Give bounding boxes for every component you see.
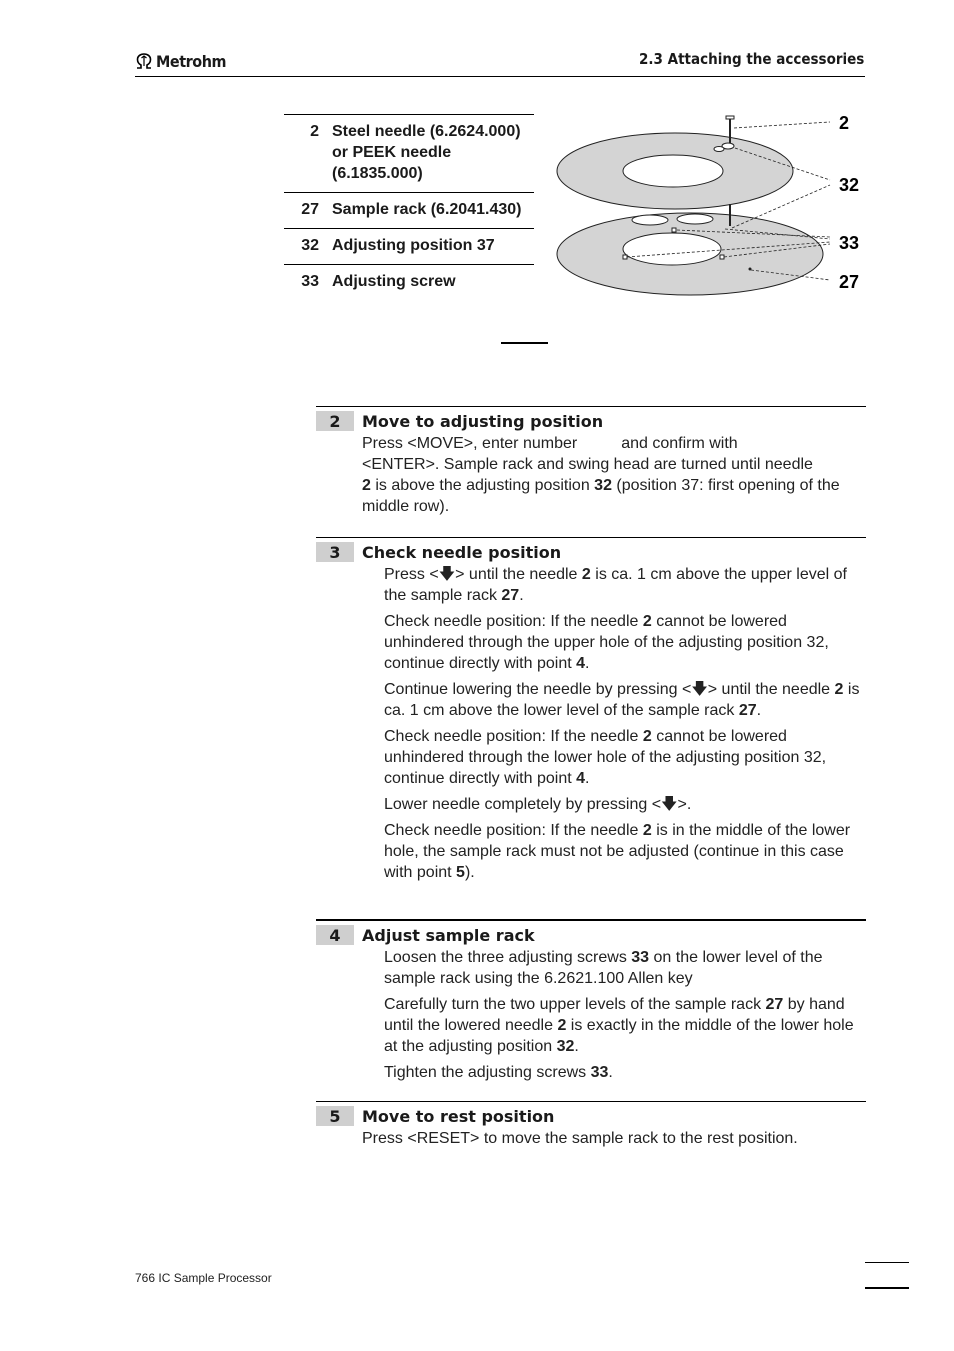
paragraph: Check needle position: If the needle 2 is in the middle of the lower hole, the sample rack must not be adjusted (continue in this case with point 5). xyxy=(384,822,851,881)
footer-product: 766 IC Sample Processor xyxy=(135,1271,272,1285)
text: (position 37: first opening of the middle row). xyxy=(362,477,840,515)
header-divider xyxy=(135,76,865,77)
page-rule xyxy=(865,1262,909,1263)
paragraph: Tighten the adjusting screws 33. xyxy=(384,1064,613,1081)
callout-27: 27 xyxy=(839,272,860,292)
step-number: 4 xyxy=(316,925,354,945)
step-title: Move to adjusting position xyxy=(362,411,604,431)
step-body xyxy=(362,1128,866,1149)
step-title: Check needle position xyxy=(362,542,562,562)
legend-number: 32 xyxy=(301,237,319,254)
legend-number: 33 xyxy=(301,273,319,290)
step-body xyxy=(384,564,866,883)
paragraph: Check needle position: If the needle 2 cannot be lowered unhindered through the lower hole of the adjusting position 32, continue directly with point 4. xyxy=(384,728,827,787)
ref-number: 2 xyxy=(362,477,371,494)
section-title: 2.3 Attaching the accessories xyxy=(638,50,864,68)
legend-row xyxy=(284,229,534,265)
paragraph: Lower needle completely by pressing <🡇>. xyxy=(384,796,692,813)
paragraph: Loosen the three adjusting screws 33 on the lower level of the sample rack using the 6.2621.100 Allen key xyxy=(384,949,823,987)
step-5 xyxy=(316,1101,866,1149)
callout-32: 32 xyxy=(839,175,860,195)
legend-number: 2 xyxy=(310,123,319,140)
text: Press <MOVE>, enter number xyxy=(362,435,578,452)
paragraph: Press <RESET> to move the sample rack to the rest position. xyxy=(362,1130,798,1147)
ref-number: 32 xyxy=(594,477,612,494)
text: is above the adjusting position xyxy=(370,477,595,494)
step-number: 5 xyxy=(316,1106,354,1126)
step-number: 2 xyxy=(316,411,354,431)
step-body xyxy=(384,947,866,1083)
legend-label: Steel needle (6.2624.000) or PEEK needle (6.1835.000) xyxy=(332,123,521,182)
step-title: Move to rest position xyxy=(362,1106,555,1126)
legend-row xyxy=(284,115,534,193)
paragraph: Check needle position: If the needle 2 cannot be lowered unhindered through the upper hole of the adjusting position 32, continue directly with point 4. xyxy=(384,613,829,672)
text: and confirm with xyxy=(621,435,738,452)
paragraph: Carefully turn the two upper levels of the sample rack 27 by hand until the lowered needle 2 is exactly in the middle of the lower hole at the adjusting position 32. xyxy=(384,996,854,1055)
legend-label: Adjusting screw xyxy=(332,273,456,290)
step-title: Adjust sample rack xyxy=(362,925,535,945)
text: <ENTER>. Sample rack and swing head are turned until needle xyxy=(362,456,813,473)
brand-name: Metrohm xyxy=(156,51,227,71)
paragraph: Continue lowering the needle by pressing <🡇> until the needle 2 is ca. 1 cm above the lower level of the sample rack 27. xyxy=(384,681,860,719)
legend-label: Sample rack (6.2041.430) xyxy=(332,201,522,218)
legend-label: Adjusting position 37 xyxy=(332,237,495,254)
callout-33: 33 xyxy=(839,233,860,253)
legend-row xyxy=(284,193,534,229)
legend-row xyxy=(284,265,534,300)
step-number: 3 xyxy=(316,542,354,562)
brand-logo xyxy=(135,50,234,72)
paragraph: Press <🡇> until the needle 2 is ca. 1 cm above the upper level of the sample rack 27. xyxy=(384,566,847,604)
legend-number: 27 xyxy=(301,201,319,218)
step-2 xyxy=(316,406,866,517)
step-body xyxy=(362,433,866,517)
step-3 xyxy=(316,537,866,888)
sample-rack-diagram xyxy=(550,108,880,308)
parts-legend xyxy=(284,114,534,300)
metrohm-omega-icon xyxy=(135,52,153,70)
callout-2: 2 xyxy=(839,113,850,133)
page-rule xyxy=(865,1287,909,1289)
figure-rule xyxy=(501,342,548,344)
step-4 xyxy=(316,919,866,1088)
